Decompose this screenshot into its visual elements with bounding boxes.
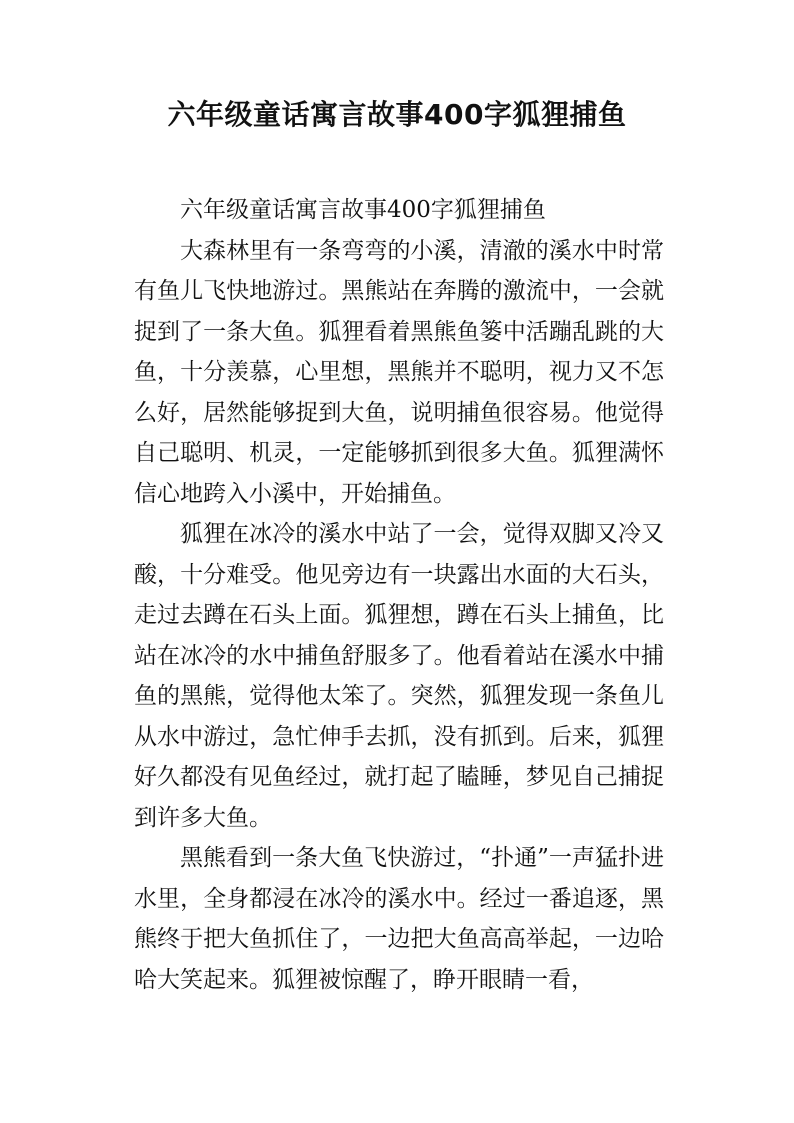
paragraph-1: 大森林里有一条弯弯的小溪，清澈的溪水中时常有鱼儿飞快地游过。黑熊站在奔腾的激流中，一会就捉到了一条大鱼。狐狸看着黑熊鱼篓中活蹦乱跳的大鱼，十分羡慕，心里想，黑熊并不聪明，视力又不怎么好，居然能够捉到大鱼，说明捕鱼很容易。他觉得自己聪明、机灵，一定能够抓到很多大鱼。狐狸满怀信心地跨入小溪中，开始捕鱼。 xyxy=(134,237,664,507)
paragraph-subtitle: 六年级童话寓言故事400字狐狸捕鱼 xyxy=(180,197,546,223)
paragraph-2: 狐狸在冰冷的溪水中站了一会，觉得双脚又冷又酸，十分难受。他见旁边有一块露出水面的大石头，走过去蹲在石头上面。狐狸想，蹲在石头上捕鱼，比站在冰冷的水中捕鱼舒服多了。他看着站在溪水中捕鱼的黑熊，觉得他太笨了。突然，狐狸发现一条鱼儿从水中游过，急忙伸手去抓，没有抓到。后来，狐狸好久都没有见鱼经过，就打起了瞌睡，梦见自己捕捉到许多大鱼。 xyxy=(134,521,664,831)
document-title: 六年级童话寓言故事400字狐狸捕鱼 xyxy=(167,98,627,131)
document-body xyxy=(134,190,664,1000)
paragraph-3: 黑熊看到一条大鱼飞快游过，“扑通”一声猛扑进水里，全身都浸在冰冷的溪水中。经过一番追逐，黑熊终于把大鱼抓住了，一边把大鱼高高举起，一边哈哈大笑起来。狐狸被惊醒了，睁开眼睛一看， xyxy=(134,845,664,993)
